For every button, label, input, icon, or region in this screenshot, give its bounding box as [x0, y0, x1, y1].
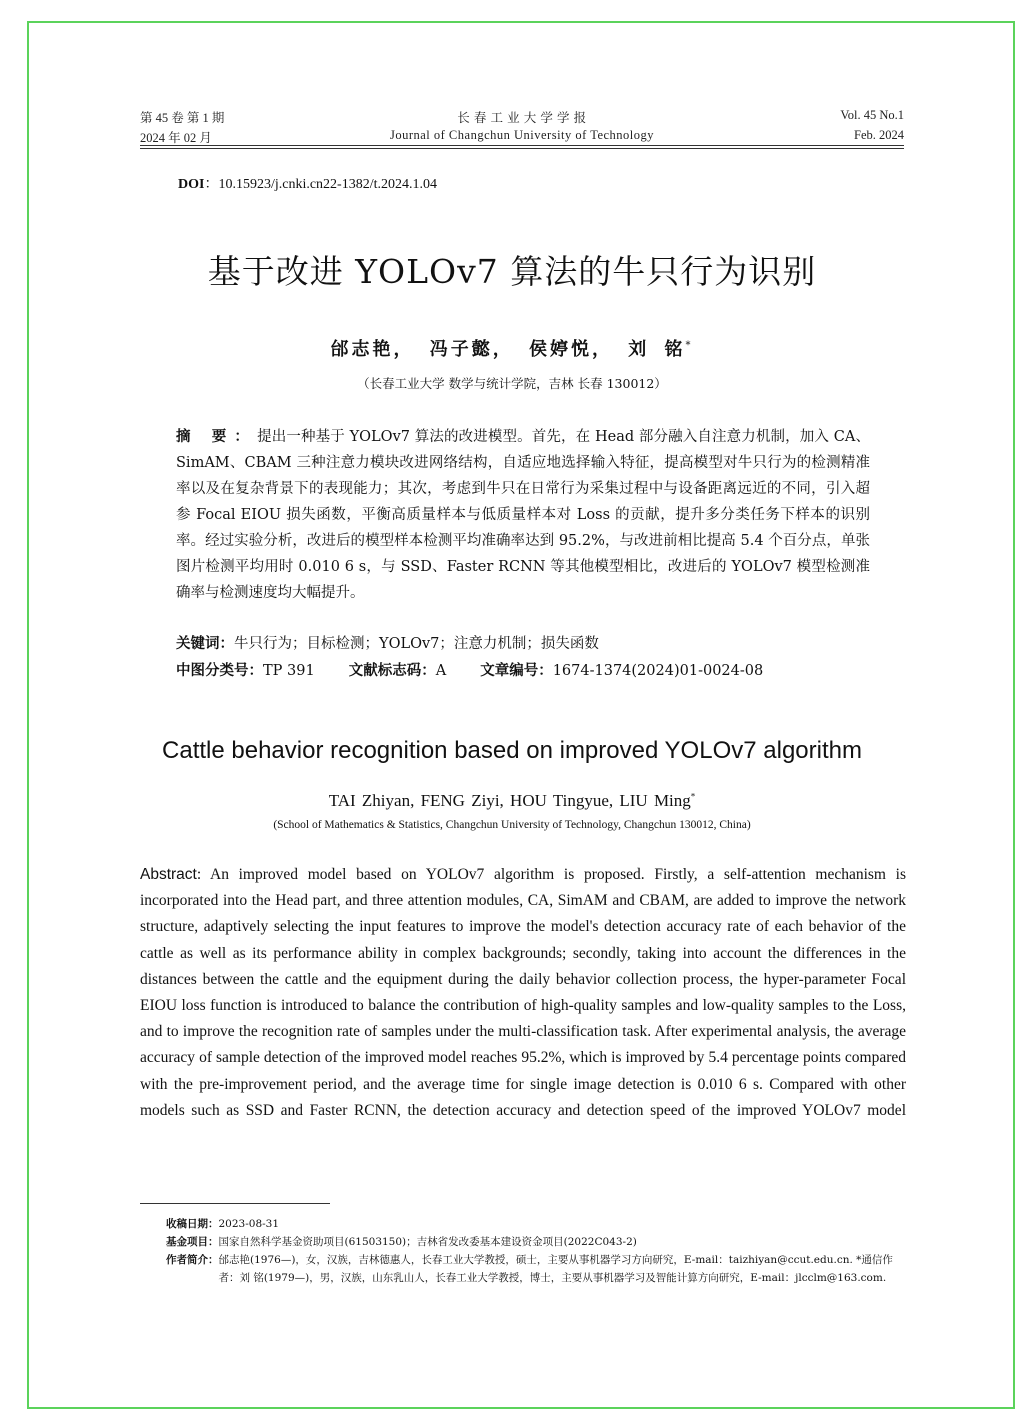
header-journal-en: Journal of Changchun University of Technology — [389, 128, 655, 142]
abstract-en-label: Abstract — [140, 866, 197, 883]
keywords-cn-label: 关键词： — [176, 636, 234, 652]
author-label: 作者简介： — [166, 1254, 219, 1266]
doi-value: ：10.15923/j.cnki.cn22-1382/t.2024.1.04 — [204, 177, 437, 192]
doi-label: DOI — [178, 177, 205, 192]
author-value: 邰志艳(1976—)，女，汉族，吉林德惠人，长春工业大学教授，硕士，主要从事机器学习方向研究，E-mail：taizhiyan@ccut.edu.cn. *通信作者：刘 铭(1979—)，男，汉族，山东乳山人，长春工业大学教授，博士，主要从事机器学习及智能计算方向研究，E-mail：jlcclm@163.com. — [218, 1254, 893, 1284]
header-date-en: Feb. 2024 — [854, 128, 904, 142]
keywords-cn — [176, 632, 876, 653]
affiliation-en: (School of Mathematics & Statistics, Changchun University of Technology, Changchun 130012, China) — [273, 819, 751, 831]
header-volume-cn: 第 45 卷 第 1 期 — [140, 111, 225, 125]
running-header — [140, 108, 904, 145]
affiliation-cn: （长春工业大学 数学与统计学院，吉林 长春 130012） — [357, 376, 667, 391]
corresponding-mark-cn: * — [685, 340, 694, 351]
header-date-cn: 2024 年 02 月 — [140, 131, 212, 145]
article-number-label: 文章编号： — [480, 663, 553, 679]
abstract-cn-label: 摘 要： — [176, 429, 258, 445]
doc-code-label: 文献标志码： — [348, 663, 436, 679]
keywords-cn-text: 牛只行为；目标检测；YOLOv7；注意力机制；损失函数 — [234, 636, 599, 652]
header-volume-en: Vol. 45 No.1 — [840, 108, 904, 122]
footnote-fund — [166, 1233, 908, 1251]
abstract-en-text: : An improved model based on YOLOv7 algorithm is proposed. Firstly, a self-attention mechanism is incorporated into the Head part, and three attention modules, CA, SimAM and CBAM, are added to improve the network structure, adaptively selecting the input features to improve the model's detection accuracy rate of each behavior of the cattle as well as its performance ability in complex backgrounds; secondly, taking into account the differences in the distances between the cattle and the equipment during the daily behavior collection process, the hyper-parameter Focal EIOU loss function is introduced to balance the contribution of high-quality samples and low-quality samples to the Loss, and to improve the recognition rate of samples under the multi-classification task. After experimental analysis, the average accuracy of sample detection of the improved model reaches 95.2%, which is improved by 5.4 percentage points compared with the pre-improvement period, and the average time for single image detection is 0.010 6 s. Compared with other models such as SSD and Faster RCNN, the detection accuracy and detection speed of the improved YOLOv7 model — [140, 866, 906, 1119]
authors-en-names: TAI Zhiyan, FENG Ziyi, HOU Tingyue, LIU Ming — [328, 791, 691, 810]
doi-line — [178, 173, 437, 193]
title-cn: 基于改进 YOLOv7 算法的牛只行为识别 — [207, 252, 817, 291]
footnote-rule — [140, 1203, 330, 1204]
footnotes — [166, 1215, 908, 1287]
received-label: 收稿日期： — [166, 1218, 219, 1230]
abstract-cn — [176, 424, 870, 606]
authors-cn-names: 邰志艳， 冯子懿， 侯婷悦， 刘 铭 — [330, 339, 686, 360]
fund-label: 基金项目： — [166, 1236, 219, 1248]
article-number-value: 1674-1374(2024)01-0024-08 — [552, 663, 764, 679]
clc-value: TP 391 — [263, 663, 315, 679]
doc-code-value: A — [435, 663, 447, 679]
corresponding-mark-en: * — [690, 791, 696, 802]
received-value: 2023-08-31 — [218, 1218, 280, 1230]
footnote-received — [166, 1215, 908, 1233]
clc-label: 中图分类号： — [176, 663, 263, 679]
authors-en — [0, 791, 1024, 811]
abstract-en — [140, 862, 906, 1124]
header-journal-cn: 长 春 工 业 大 学 学 报 — [457, 111, 587, 125]
title-en: Cattle behavior recognition based on improved YOLOv7 algorithm — [162, 737, 862, 764]
authors-cn — [0, 335, 1024, 361]
header-rule-top — [140, 145, 904, 146]
fund-value: 国家自然科学基金资助项目(61503150)；吉林省发改委基本建设资金项目(2022C043-2) — [218, 1236, 637, 1248]
classification-line — [176, 659, 876, 680]
header-rule-bottom — [140, 148, 904, 149]
page-border — [27, 21, 1015, 1409]
abstract-cn-text: 提出一种基于 YOLOv7 算法的改进模型。首先，在 Head 部分融入自注意力机制，加入 CA、SimAM、CBAM 三种注意力模块改进网络结构，自适应地选择输入特征，提高模型对牛只行为的检测精准率以及在复杂背景下的表现能力；其次，考虑到牛只在日常行为采集过程中与设备距离远近的不同，引入超参 Focal EIOU 损失函数，平衡高质量样本与低质量样本对 Loss 的贡献，提升多分类任务下样本的识别率。经过实验分析，改进后的模型样本检测平均准确率达到 95.2%，与改进前相比提高 5.4 个百分点，单张图片检测平均用时 0.010 6 s，与 SSD、Faster RCNN 等其他模型相比，改进后的 YOLOv7 模型检测准确率与检测速度均大幅提升。 — [176, 429, 870, 601]
footnote-author — [166, 1251, 908, 1287]
